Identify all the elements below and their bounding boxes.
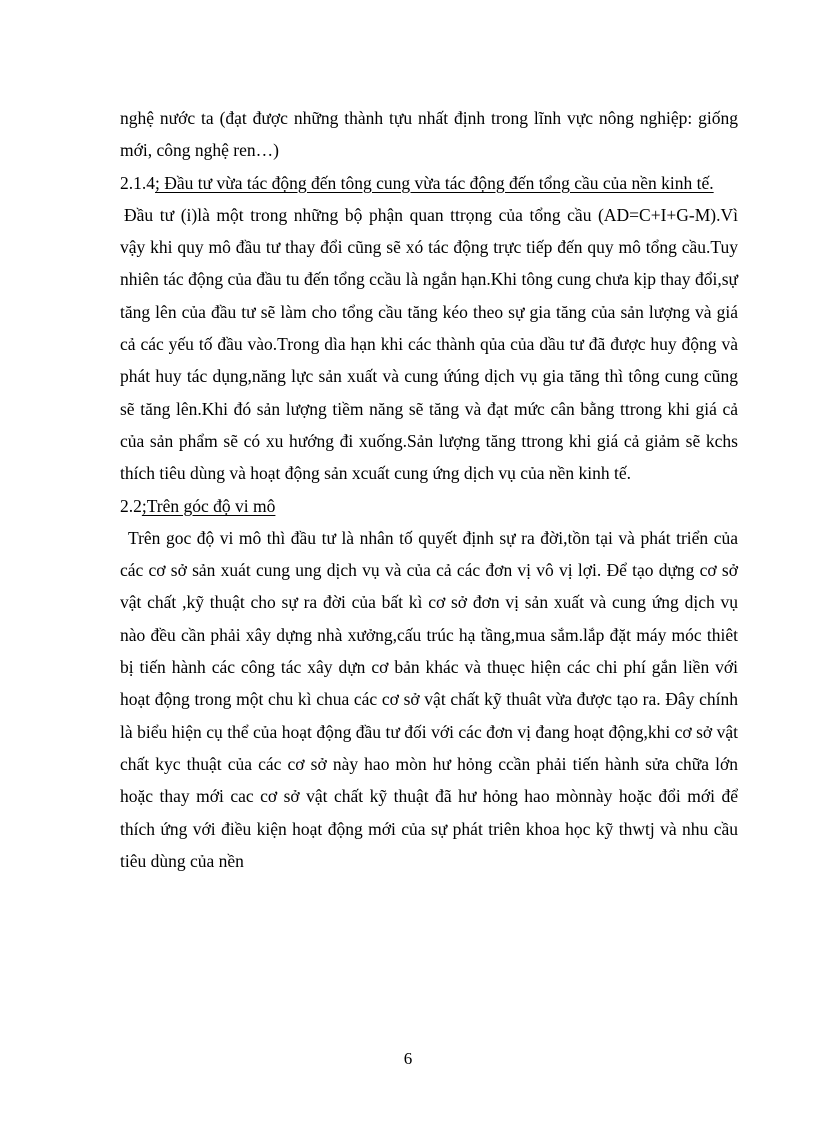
page-content (120, 102, 738, 877)
section-heading-2-2 (120, 490, 738, 522)
section-number-2-1-4: 2.1.4 (120, 172, 155, 193)
section-title-2-2: ;Trên góc độ vi mô (141, 495, 276, 516)
section-heading-2-1-4 (120, 167, 738, 199)
section-number-2-2: 2.2 (120, 495, 142, 516)
paragraph-investment-aggregate-demand: Đầu tư (i)là một trong những bộ phận quan ttrọng của tổng cầu (AD=C+I+G-M).Vì vậy khi quy mô đầu tư thay đổi cũng sẽ xó tác động trực tiếp đến quy mô tổng cầu.Tuy nhiên tác động của đầu tu đến tổng ccầu là ngắn hạn.Khi tông cung chưa kịp thay đổi,sự tăng lên của đầu tư sẽ làm cho tổng cầu tăng kéo theo sự gia tăng của sản lượng và giá cả các yếu tố đầu vào.Trong dìa hạn khi các thành qủa của dầu tư đã được huy động và phát huy tác dụng,năng lực sản xuất và cung ứúng dịch vụ gia tăng thì tông cung cũng sẽ tăng lên.Khi đó sản lượng tiềm năng sẽ tăng và đạt mức cân bằng ttrong khi giá cả của sản phẩm sẽ có xu hướng đi xuống.Sản lượng tăng ttrong khi giá cả giảm sẽ kchs thích tiêu dùng và hoạt động sản xcuất cung ứng dịch vụ của nền kinh tế. (120, 204, 738, 484)
section-title-2-1-4: ; Đầu tư vừa tác động đến tông cung vừa tác động đến tổng cầu của nền kinh tế. (155, 172, 714, 193)
page-number: 6 (403, 1049, 413, 1068)
paragraph-micro-perspective: Trên goc độ vi mô thì đầu tư là nhân tố quyết định sự ra đời,tồn tại và phát triển của các cơ sở sản xuát cung ung dịch vụ và của cả các đơn vị vô vị lợi. Để tạo dựng cơ sở vật chất ,kỹ thuật cho sự ra đời của bất kì cơ sở đơn vị sản xuất và cung ứng dịch vụ nào đều cần phải xây dựng nhà xưởng,cấu trúc hạ tầng,mua sắm.lắp đặt máy móc thiêt bị tiến hành các công tác xây dựn cơ bản khác và thuẹc hiện các chi phí gắn liền với hoạt động trong một chu kì chua các cơ sở vật chất kỹ thuât vừa được tạo ra. Đây chính là biểu hiện cụ thể của hoạt động đầu tư đối với các đơn vị đang hoạt động,khi cơ sở vật chất kyc thuật của các cơ sở này hao mòn hư hỏng ccần phải tiến hành sửa chữa lớn hoặc thay mới cac cơ sở vật chất kỹ thuật đã hư hỏng hao mònnày hoặc đổi mới để thích ứng với điều kiện hoạt động mới của sự phát triên khoa học kỹ thwtj và nhu cầu tiêu dùng của nền (120, 527, 738, 871)
continued-paragraph: nghệ nước ta (đạt được những thành tựu nhất định trong lĩnh vực nông nghiệp: giống mới, công nghệ ren…) (120, 108, 738, 161)
